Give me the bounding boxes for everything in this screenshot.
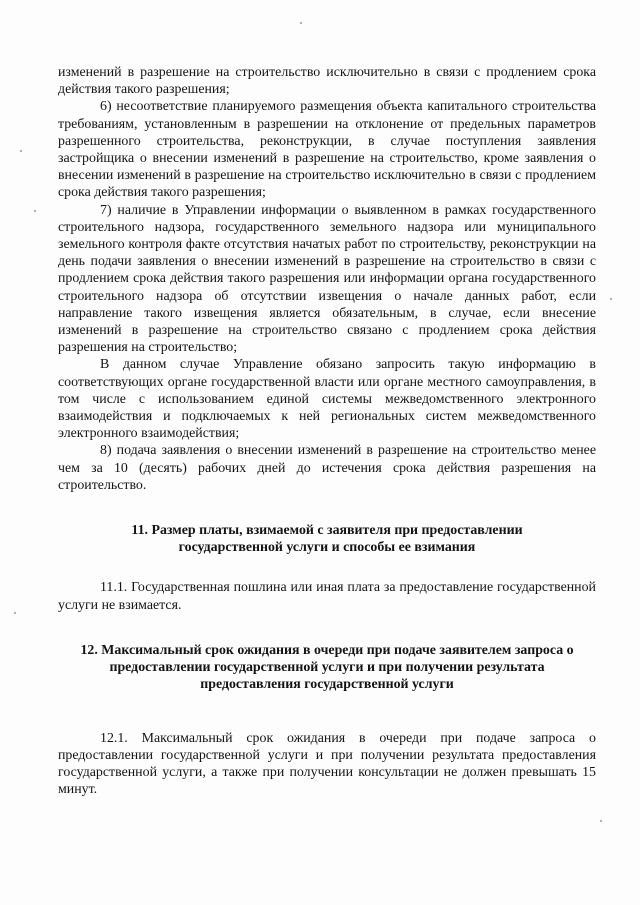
document-body	[58, 64, 596, 798]
scan-speck	[14, 612, 16, 614]
section-11-heading: 11. Размер платы, взимаемой с заявителя при предоставлении государственной услуги и способы ее взимания	[131, 523, 523, 556]
paragraph-item-6: 6) несоответствие планируемого размещения объекта капитального строительства требованиям, установленным в разрешении на отклонение от предельных параметров разрешенного строительства, реконструкции, в случае поступления заявления застройщика о внесении изменений в разрешение на строительство, кроме заявления о внесении изменений в разрешение на строительство исключительно в связи с продлением срока действия такого разрешения;	[58, 99, 596, 201]
paragraph-item-8: 8) подача заявления о внесении изменений в разрешение на строительство менее чем за 10 (десять) рабочих дней до истечения срока действия разрешения на строительство.	[58, 443, 596, 493]
section-12-paragraph-1: 12.1. Максимальный срок ожидания в очереди при подаче запроса о предоставлении государственной услуги и при получении результата предоставления государственной услуги, а также при получении консультации не должен превышать 15 минут.	[58, 730, 596, 798]
paragraph-item-7-note: В данном случае Управление обязано запросить такую информацию в соответствующих органе государственной власти или органе местного самоуправления, в том числе с использованием единой системы межведомственного электронного взаимодействия и подключаемых к ней региональных систем межведомственного электронного взаимодействия;	[58, 357, 596, 442]
scan-speck	[34, 210, 36, 212]
section-12-heading: 12. Максимальный срок ожидания в очереди при подаче заявителем запроса о предоставлении государственной услуги и при получении результата предоставления государственной услуги	[80, 642, 574, 693]
scan-speck	[600, 820, 602, 822]
scan-speck	[300, 22, 302, 24]
scan-speck	[610, 298, 612, 300]
paragraph-item-7: 7) наличие в Управлении информации о выявленном в рамках государственного строительного надзора, государственного земельного надзора или муниципального земельного контроля факте отсутствия начатых работ по строительству, реконструкции на день подачи заявления о внесении изменений в разрешение на строительство в связи с продлением срока действия такого разрешения или информации органа государственного строительного надзора об отсутствии извещения о начале данных работ, если направление такого извещения является обязательным, в случае, если внесение изменений в разрешение на строительство связано с продлением срока действия разрешения на строительство;	[58, 202, 596, 356]
section-11-paragraph-1: 11.1. Государственная пошлина или иная плата за предоставление государственной услуги не взимается.	[58, 580, 596, 613]
scan-speck	[20, 150, 22, 152]
paragraph-continuation: изменений в разрешение на строительство исключительно в связи с продлением срока действия такого разрешения;	[58, 65, 596, 98]
